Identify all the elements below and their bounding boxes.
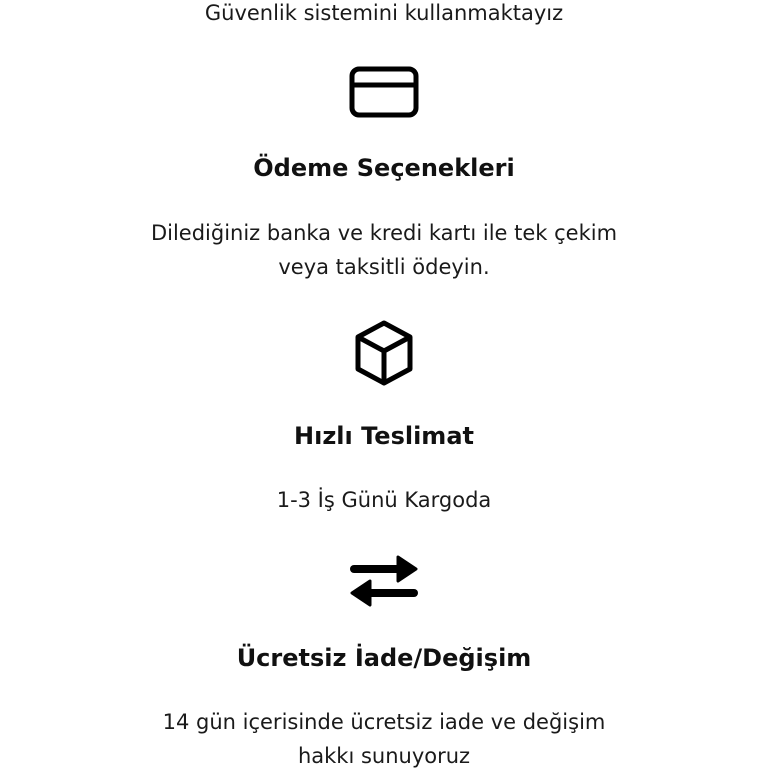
feature-title-returns: Ücretsiz İade/Değişim <box>236 644 532 672</box>
exchange-arrows-icon <box>348 553 420 609</box>
feature-title-payment: Ödeme Seçenekleri <box>253 154 515 182</box>
feature-desc-payment-line1: Dilediğiniz banka ve kredi kartı ile tek çekim <box>150 221 618 245</box>
feature-desc-payment-line2: veya taksitli ödeyin. <box>278 255 490 279</box>
credit-card-icon <box>348 65 420 119</box>
feature-title-delivery: Hızlı Teslimat <box>294 422 474 450</box>
security-description: Güvenlik sistemini kullanmaktayız <box>204 1 564 25</box>
feature-desc-returns-line2: hakkı sunuyoruz <box>297 744 471 768</box>
feature-desc-returns-line1: 14 gün içerisinde ücretsiz iade ve değişim <box>162 710 606 734</box>
box-icon <box>352 319 416 387</box>
feature-desc-delivery: 1-3 İş Günü Kargoda <box>276 488 492 512</box>
